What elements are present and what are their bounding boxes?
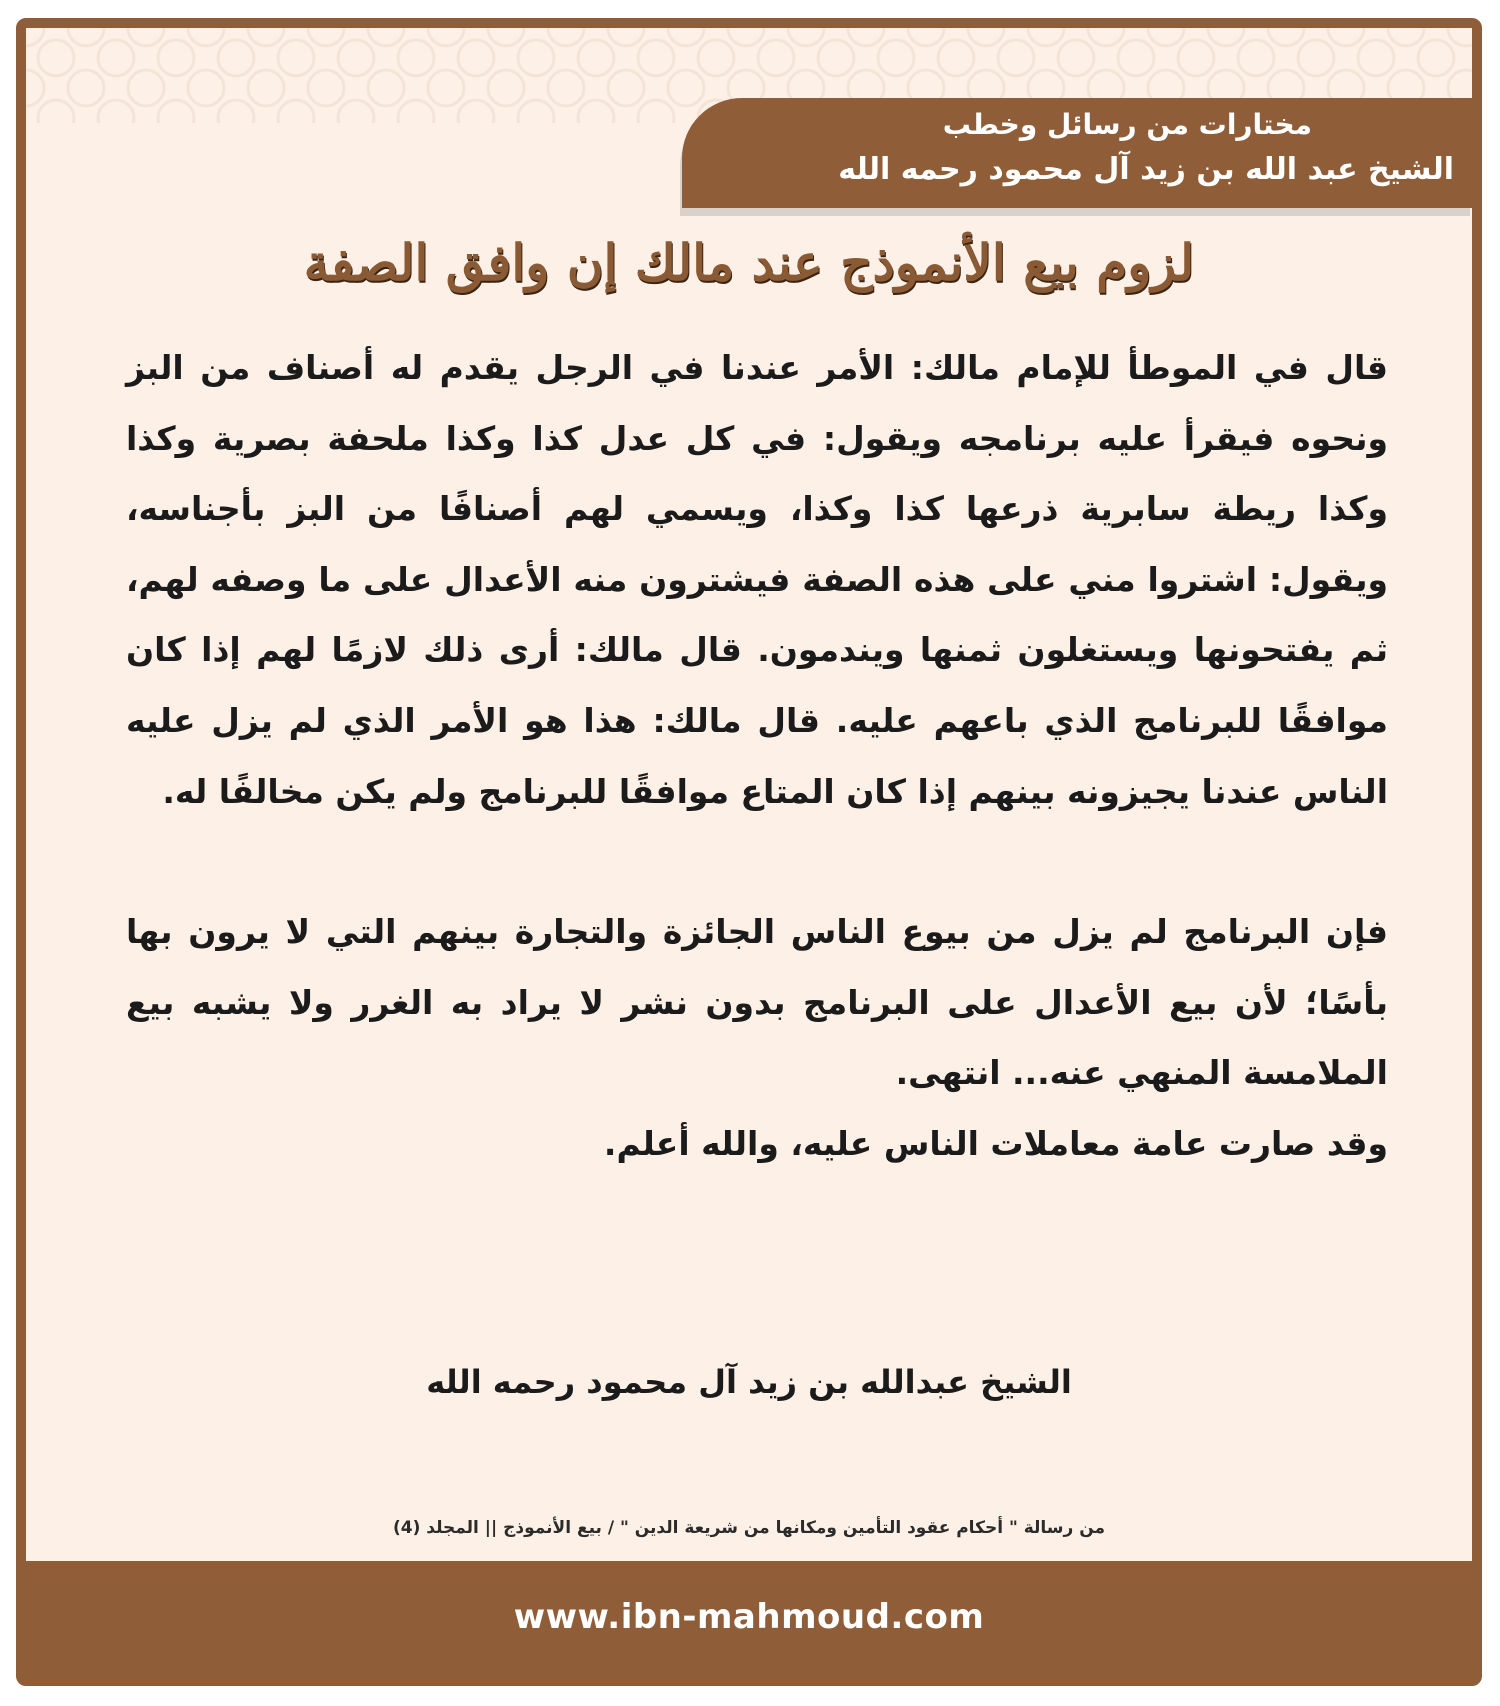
header-author-name: الشيخ عبد الله بن زيد آل محمود رحمه الله <box>838 152 1454 187</box>
source-citation: من رسالة " أحكام عقود التأمين ومكانها من شريعة الدين " / بيع الأنموذج || المجلد (4) <box>392 1518 1106 1538</box>
body-paragraph-1: قال في الموطأ للإمام مالك: الأمر عندنا في الرجل يقدم له أصناف من البز ونحوه فيقرأ عليه برنامجه ويقول: في كل عدل كذا وكذا ملحفة بصرية وكذا وكذا ريطة سابرية ذرعها كذا وكذا، ويسمي لهم أصنافًا من البز بأجناسه، ويقول: اشتروا مني على هذه الصفة فيشترون منه الأعدال على ما وصفه لهم، ثم يفتحونها ويستغلون ثمنها ويندمون. قال مالك: أرى ذلك لازمًا لهم إذا كان موافقًا للبرنامج الذي باعهم عليه. قال مالك: هذا هو الأمر الذي لم يزل عليه الناس عندنا يجيزونه بينهم إذا كان المتاع موافقًا للبرنامج ولم يكن مخالفًا له. <box>126 348 1388 811</box>
header-series-title: مختارات من رسائل وخطب <box>942 108 1312 141</box>
article-body <box>126 333 1388 1180</box>
article-card <box>16 18 1482 1686</box>
website-link[interactable]: www.ibn-mahmoud.com <box>513 1597 985 1637</box>
article-title: لزوم بيع الأنموذج عند مالك إن وافق الصفة <box>303 233 1195 292</box>
paragraph-spacer <box>126 827 1388 897</box>
body-paragraph-2: فإن البرنامج لم يزل من بيوع الناس الجائزة والتجارة بينهم التي لا يرون بها بأسًا؛ لأن بيع الأعدال على البرنامج بدون نشر لا يراد به الغرر ولا يشبه بيع الملامسة المنهي عنه... انتهى. <box>126 912 1388 1093</box>
author-signature: الشيخ عبدالله بن زيد آل محمود رحمه الله <box>426 1363 1072 1401</box>
footer-bar <box>26 1561 1472 1676</box>
header-banner <box>682 98 1472 208</box>
body-paragraph-3: وقد صارت عامة معاملات الناس عليه، والله أعلم. <box>603 1123 1388 1163</box>
